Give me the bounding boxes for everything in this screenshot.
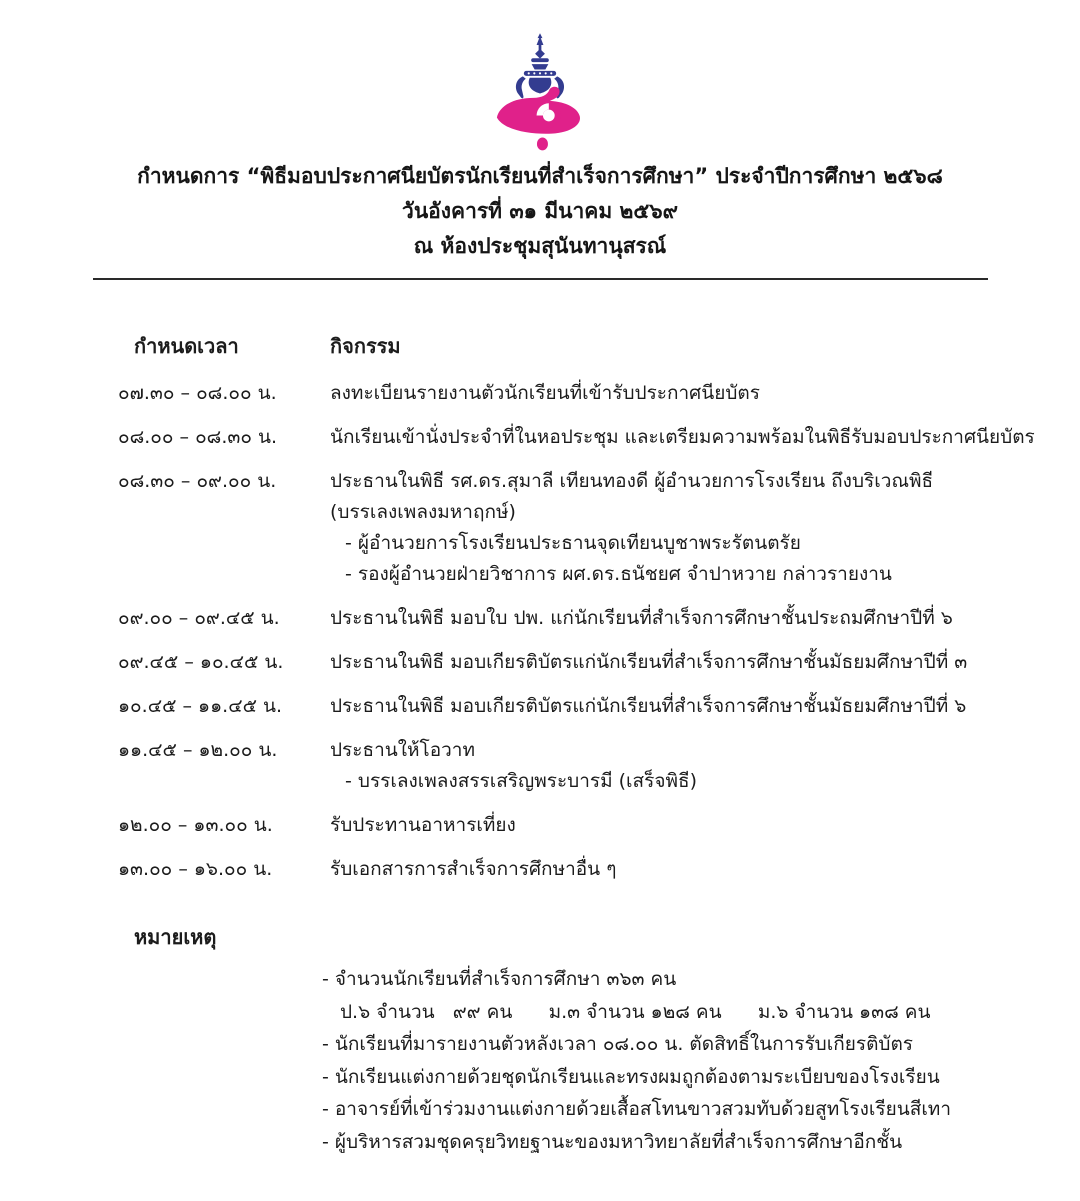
schedule-time: ๑๒.๐๐ – ๑๓.๐๐ น. — [118, 814, 273, 836]
note-item: ป.๖ จำนวน ๙๙ คน ม.๓ จำนวน ๑๒๘ คน ม.๖ จำนวน ๑๓๘ คน — [340, 1000, 931, 1023]
time-column-header: กำหนดเวลา — [134, 334, 239, 358]
schedule-activity-line: รับเอกสารการสำเร็จการศึกษาอื่น ๆ — [330, 858, 617, 880]
schedule-activity — [330, 466, 1080, 590]
schedule-time: ๑๐.๔๕ – ๑๑.๔๕ น. — [118, 695, 283, 717]
schedule-row — [0, 422, 1080, 453]
schedule-activity — [330, 378, 1080, 409]
schedule-activity-line: - รองผู้อำนวยฝ่ายวิชาการ ผศ.ดร.ธนัชยศ จำปาหวาย กล่าวรายงาน — [345, 563, 892, 585]
note-item: - จำนวนนักเรียนที่สำเร็จการศึกษา ๓๖๓ คน — [322, 968, 677, 990]
school-emblem-graphic — [491, 33, 589, 151]
school-emblem — [0, 0, 1080, 151]
schedule-time: ๐๘.๐๐ – ๐๘.๓๐ น. — [118, 426, 278, 448]
schedule-table — [0, 378, 1080, 885]
schedule-activity-line: ประธานในพิธี มอบเกียรติบัตรแก่นักเรียนที่สำเร็จการศึกษาชั้นมัธยมศึกษาปีที่ ๓ — [330, 651, 968, 673]
schedule-time: ๑๓.๐๐ – ๑๖.๐๐ น. — [118, 858, 273, 880]
schedule-activity — [330, 603, 1080, 634]
document-venue: ณ ห้องประชุมสุนันทานุสรณ์ — [413, 234, 667, 258]
schedule-row — [0, 810, 1080, 841]
schedule-time: ๐๙.๐๐ – ๐๙.๔๕ น. — [118, 607, 280, 629]
schedule-activity — [330, 854, 1080, 885]
schedule-row — [0, 854, 1080, 885]
schedule-activity-line: ประธานในพิธี มอบเกียรติบัตรแก่นักเรียนที่สำเร็จการศึกษาชั้นมัธยมศึกษาปีที่ ๖ — [330, 695, 967, 717]
schedule-activity-line: ประธานในพิธี รศ.ดร.สุมาลี เทียนทองดี ผู้อำนวยการโรงเรียน ถึงบริเวณพิธี — [330, 470, 934, 492]
schedule-activity — [330, 810, 1080, 841]
notes-list — [0, 963, 1080, 1158]
schedule-time: ๑๑.๔๕ – ๑๒.๐๐ น. — [118, 739, 278, 761]
schedule-row — [0, 691, 1080, 722]
schedule-activity — [330, 735, 1080, 797]
schedule-row — [0, 603, 1080, 634]
schedule-row — [0, 735, 1080, 797]
document-date: วันอังคารที่ ๓๑ มีนาคม ๒๕๖๙ — [402, 199, 678, 223]
document-title: กำหนดการ “พิธีมอบประกาศนียบัตรนักเรียนที่สำเร็จการศึกษา” ประจำปีการศึกษา ๒๕๖๘ — [137, 164, 943, 188]
schedule-activity-line: ลงทะเบียนรายงานตัวนักเรียนที่เข้ารับประกาศนียบัตร — [330, 382, 760, 404]
schedule-time: ๐๘.๓๐ – ๐๙.๐๐ น. — [118, 470, 277, 492]
schedule-activity-line: - บรรเลงเพลงสรรเสริญพระบารมี (เสร็จพิธี) — [345, 770, 698, 792]
header-divider — [93, 278, 988, 280]
notes-heading: หมายเหตุ — [134, 925, 217, 949]
schedule-activity-line: (บรรเลงเพลงมหาฤกษ์) — [330, 501, 516, 523]
schedule-activity-line: รับประทานอาหารเที่ยง — [330, 814, 516, 836]
schedule-time: ๐๗.๓๐ – ๐๘.๐๐ น. — [118, 382, 277, 404]
note-item: - อาจารย์ที่เข้าร่วมงานแต่งกายด้วยเสื้อสโทนขาวสวมทับด้วยสูทโรงเรียนสีเทา — [322, 1098, 952, 1120]
schedule-activity-line: นักเรียนเข้านั่งประจำที่ในหอประชุม และเตรียมความพร้อมในพิธีรับมอบประกาศนียบัตร — [330, 426, 1035, 448]
note-item: - นักเรียนที่มารายงานตัวหลังเวลา ๐๘.๐๐ น. ตัดสิทธิ์ในการรับเกียรติบัตร — [322, 1033, 914, 1055]
swirl-spiral-inner — [543, 110, 555, 122]
schedule-activity — [330, 691, 1080, 722]
note-item: - ผู้บริหารสวมชุดครุยวิทยฐานะของมหาวิทยาลัยที่สำเร็จการศึกษาอีกชั้น — [322, 1130, 903, 1153]
schedule-row — [0, 378, 1080, 409]
note-item: - นักเรียนแต่งกายด้วยชุดนักเรียนและทรงผมถูกต้องตามระเบียบของโรงเรียน — [322, 1065, 940, 1088]
schedule-activity-line: ประธานในพิธี มอบใบ ปพ. แก่นักเรียนที่สำเร็จการศึกษาชั้นประถมศึกษาปีที่ ๖ — [330, 607, 953, 629]
schedule-row — [0, 466, 1080, 590]
activity-column-header: กิจกรรม — [330, 334, 401, 358]
schedule-column-headers — [0, 330, 1080, 362]
schedule-time: ๐๙.๔๕ – ๑๐.๔๕ น. — [118, 651, 284, 673]
title-block — [0, 159, 1080, 264]
schedule-activity — [330, 422, 1080, 453]
schedule-activity — [330, 647, 1080, 678]
notes-section — [0, 921, 1080, 1158]
schedule-activity-line: ประธานให้โอวาท — [330, 739, 476, 761]
schedule-activity-line: - ผู้อำนวยการโรงเรียนประธานจุดเทียนบูชาพระรัตนตรัย — [345, 532, 801, 554]
schedule-row — [0, 647, 1080, 678]
